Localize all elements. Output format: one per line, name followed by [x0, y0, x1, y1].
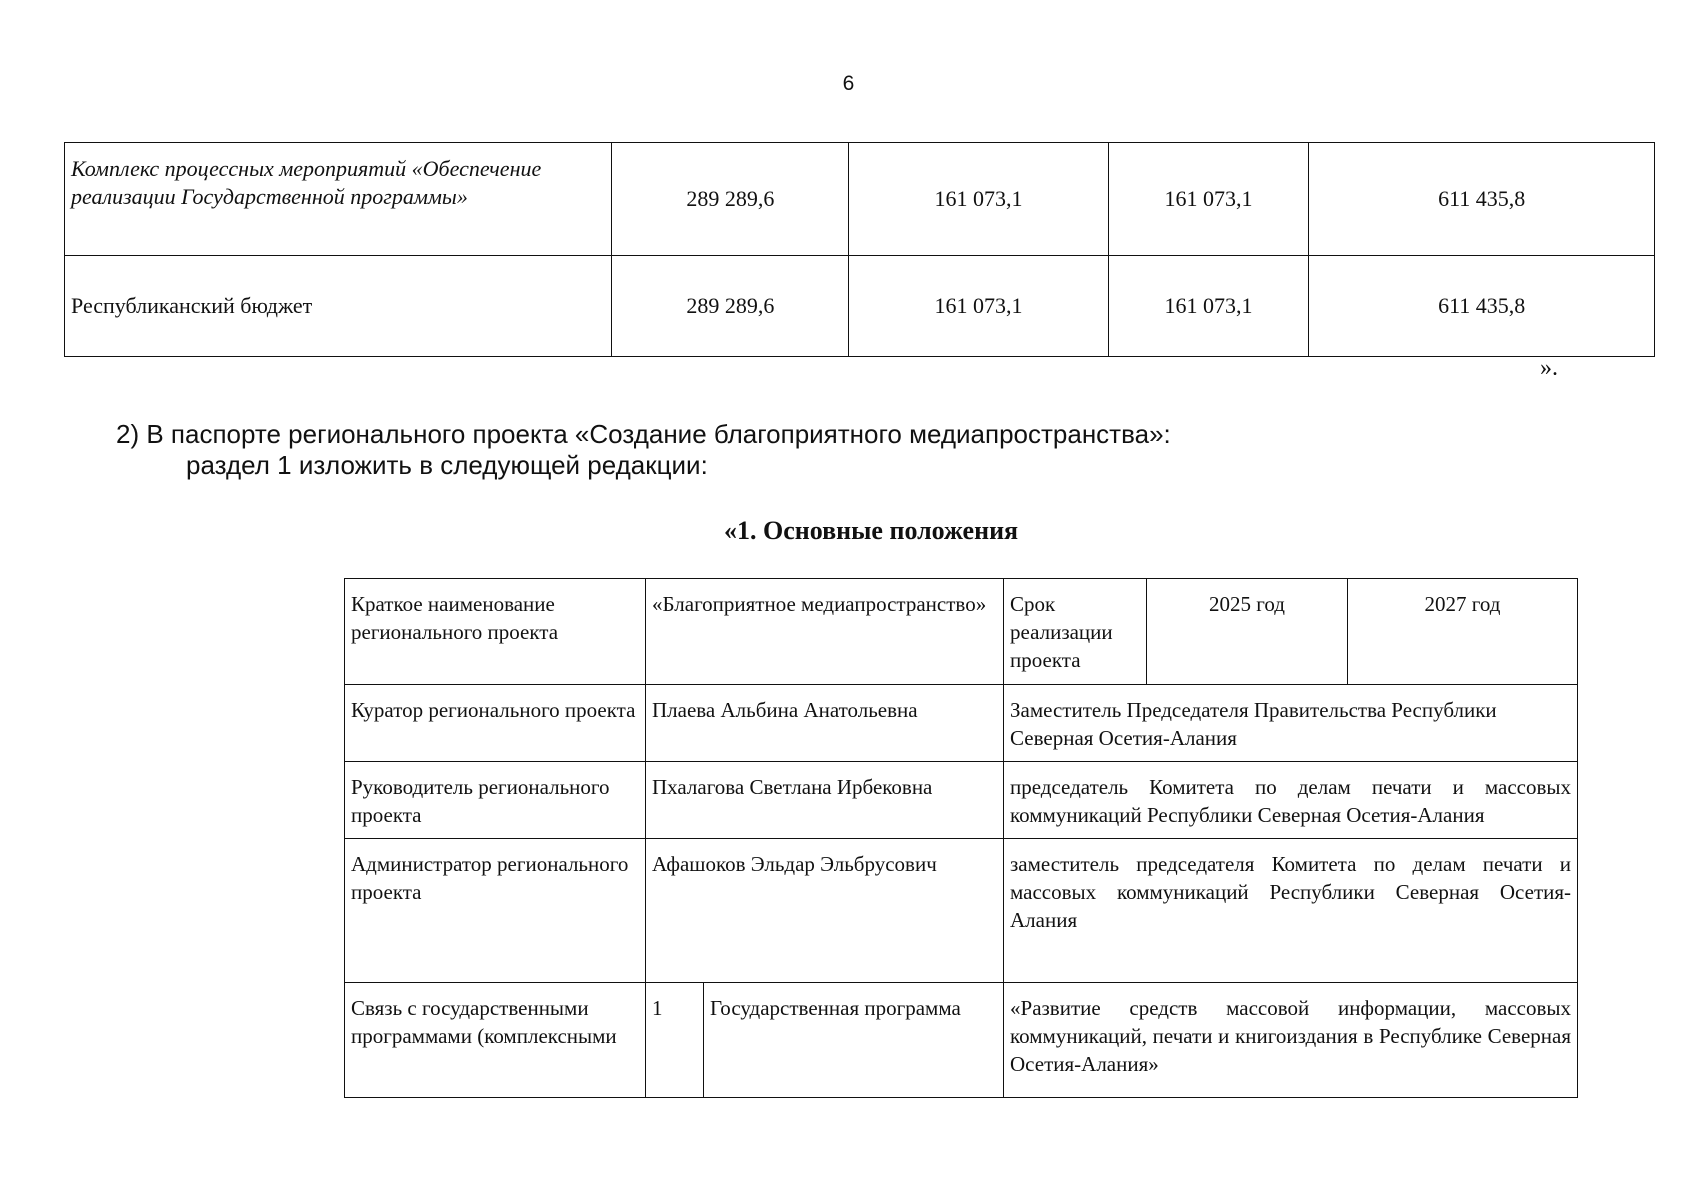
curator-position: Заместитель Председателя Правительства Республики Северная Осетия-Алания: [1004, 685, 1578, 762]
admin-label: Администратор регионального проекта: [345, 839, 646, 983]
head-label: Руководитель регионального проекта: [345, 762, 646, 839]
budget-value-3: 161 073,1: [1108, 143, 1309, 256]
budget-total: 611 435,8: [1309, 143, 1655, 256]
budget-row-name: Республиканский бюджет: [65, 256, 612, 357]
paragraph-amendment: 2) В паспорте регионального проекта «Создание благоприятного медиапространства»:: [116, 419, 1171, 449]
budget-row-name: Комплекс процессных мероприятий «Обеспечение реализации Государственной программы»: [65, 143, 612, 256]
table-row: [345, 839, 1578, 983]
admin-name: Афашоков Эльдар Эльбрусович: [646, 839, 1004, 983]
short-name-label: Краткое наименование регионального проекта: [345, 579, 646, 685]
table-row: [65, 256, 1655, 357]
link-index: 1: [646, 983, 704, 1098]
curator-name: Плаева Альбина Анатольевна: [646, 685, 1004, 762]
budget-value-1: 289 289,6: [612, 143, 849, 256]
link-type: Государственная программа: [704, 983, 1004, 1098]
table-row: [345, 579, 1578, 685]
project-table: [344, 578, 1578, 1098]
budget-table: [64, 142, 1655, 357]
admin-position: заместитель председателя Комитета по делам печати и массовых коммуникаций Республики Северная Осетия-Алания: [1004, 839, 1578, 983]
budget-value-2: 161 073,1: [849, 143, 1108, 256]
curator-label: Куратор регионального проекта: [345, 685, 646, 762]
term-start: 2025 год: [1147, 579, 1348, 685]
page-number: 6: [842, 72, 855, 95]
link-value: «Развитие средств массовой информации, массовых коммуникаций, печати и книгоиздания в Республике Северная Осетия-Алания»: [1004, 983, 1578, 1098]
paragraph-instruction: раздел 1 изложить в следующей редакции:: [186, 450, 708, 480]
link-label: Связь с государственными программами (комплексными: [345, 983, 646, 1098]
head-name: Пхалагова Светлана Ирбековна: [646, 762, 1004, 839]
term-end: 2027 год: [1348, 579, 1578, 685]
table-row: [345, 762, 1578, 839]
closing-quote: ».: [1540, 355, 1558, 381]
budget-value-3: 161 073,1: [1108, 256, 1309, 357]
term-label: Срок реализации проекта: [1004, 579, 1147, 685]
budget-value-2: 161 073,1: [849, 256, 1108, 357]
short-name-value: «Благоприятное медиапространство»: [646, 579, 1004, 685]
head-position: председатель Комитета по делам печати и массовых коммуникаций Республики Северная Осетия-Алания: [1004, 762, 1578, 839]
budget-value-1: 289 289,6: [612, 256, 849, 357]
table-row: [345, 983, 1578, 1098]
table-row: [65, 143, 1655, 256]
table-row: [345, 685, 1578, 762]
section-title: «1. Основные положения: [724, 516, 1019, 545]
budget-total: 611 435,8: [1309, 256, 1655, 357]
